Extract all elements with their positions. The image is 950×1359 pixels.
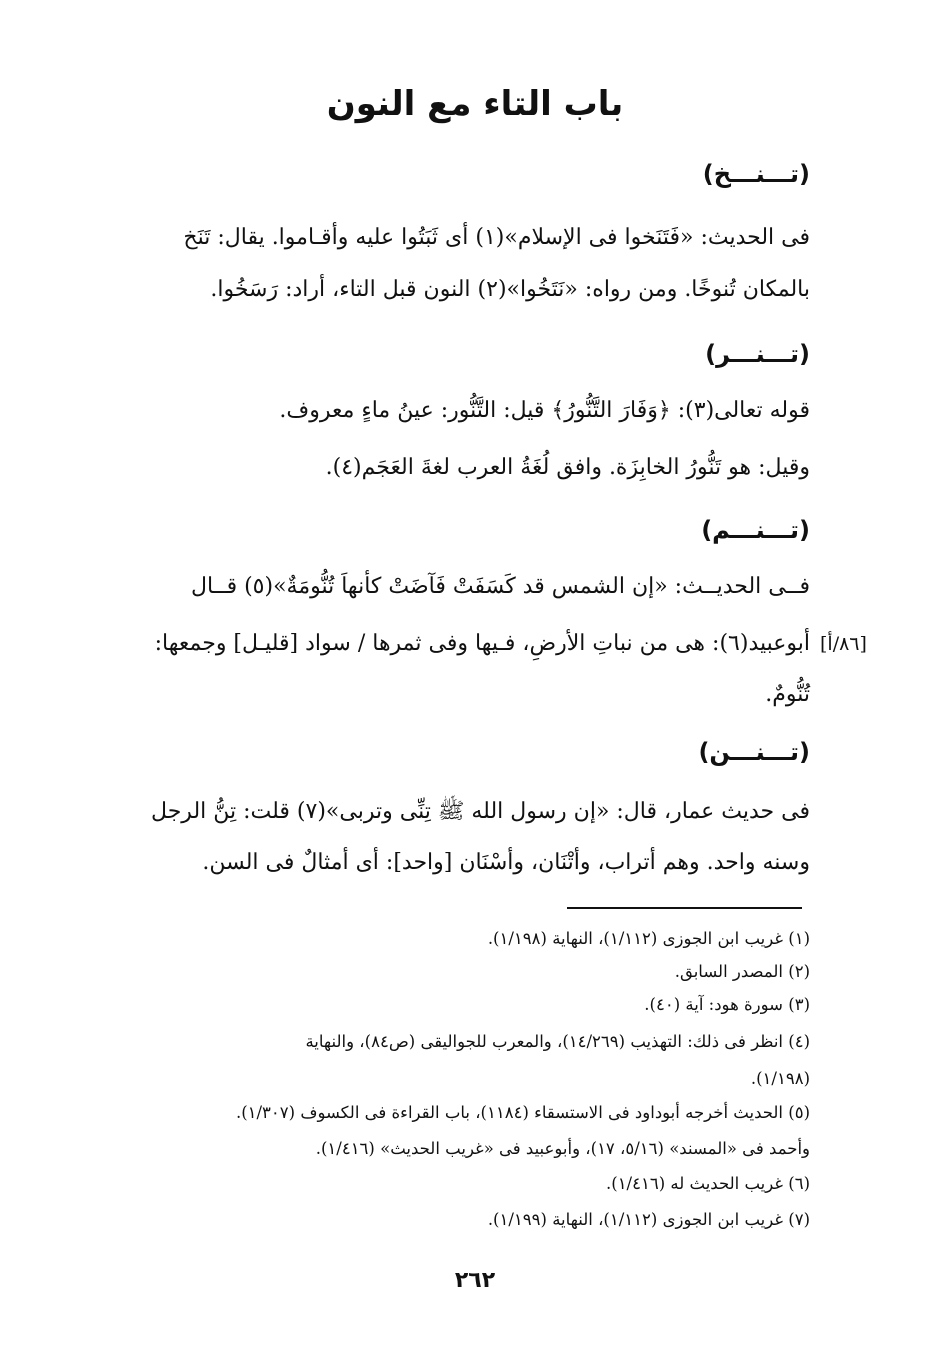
text-line: فى الحديث: «فَتَنَخوا فى الإسلام»(١) أى ثَبَتُوا عليه وأقـاموا. يقال: تَنَخ bbox=[183, 225, 810, 250]
page-number: ٢٦٢ bbox=[454, 1268, 496, 1293]
footnote: (١/١٩٨). bbox=[750, 1069, 810, 1088]
footnote: (٣) سورة هود: آية (٤٠). bbox=[644, 995, 810, 1014]
footnote: وأحمد فى «المسند» (٥/١٦، ١٧)، وأبوعبيد فى «غريب الحديث» (١/٤١٦). bbox=[315, 1139, 810, 1158]
footnote: (١) غريب ابن الجوزى (١/١١٢)، النهاية (١/١٩٨). bbox=[487, 929, 810, 948]
text-line: وسنه واحد. وهم أتراب، وأتْنَان، وأسْنَان [واحد]: أى أمثالٌ فى السن. bbox=[202, 850, 810, 875]
text-line: أبوعبيد(٦): هى من نباتِ الأرضِ، فـيها وفى ثمرها / سواد [قليـل] وجمعها: bbox=[154, 631, 810, 656]
text-line: وقيل: هو تَنُّورُ الخابِزَة. وافق لُغَةُ العرب لغةَ العَجَم(٤). bbox=[325, 455, 810, 480]
text-line: تُنُّومٌ. bbox=[765, 682, 810, 707]
footnote: (٥) الحديث أخرجه أبوداود فى الاستسقاء (١١٨٤)، باب القراءة فى الكسوف (١/٣٠٧). bbox=[235, 1103, 810, 1122]
entry-heading: (تـــنـــخ) bbox=[702, 160, 810, 188]
text-line: بالمكان تُنوخًا. ومن رواه: «نَتَخُوا»(٢) النون قبل التاء، أراد: رَسَخُوا. bbox=[210, 277, 810, 302]
folio-reference: [٨٦/أ] bbox=[820, 633, 867, 655]
text-line: قوله تعالى(٣): ﴿وَفَارَ التَّنُّورُ﴾ قيل: التَّنُّور: عينُ ماءٍ معروف. bbox=[279, 398, 810, 423]
text-line: فى حديث عمار، قال: «إن رسول الله ﷺ تِنِّى وتربى»(٧) قلت: تِنُّ الرجل bbox=[151, 799, 810, 824]
entry-heading: (تـــنـــم) bbox=[701, 516, 810, 544]
text-line: فــى الحديــث: «إن الشمس قد كَسَفَتْ فَآضَتْ كأنهاَ تُنُّومَةٌ»(٥) قــال bbox=[190, 574, 810, 599]
entry-heading: (تـــنـــن) bbox=[698, 738, 810, 766]
footnote: (٦) غريب الحديث له (١/٤١٦). bbox=[606, 1174, 810, 1193]
page-title: باب التاء مع النون bbox=[326, 84, 624, 124]
entry-heading: (تـــنـــر) bbox=[705, 340, 810, 368]
footnote: (٤) انظر فى ذلك: التهذيب (١٤/٢٦٩)، والمعرب للجواليقى (ص٨٤)، والنهاية bbox=[305, 1032, 810, 1051]
footnote: (٧) غريب ابن الجوزى (١/١١٢)، النهاية (١/١٩٩). bbox=[487, 1210, 810, 1229]
footnote-separator bbox=[567, 907, 802, 909]
footnote: (٢) المصدر السابق. bbox=[674, 962, 810, 981]
